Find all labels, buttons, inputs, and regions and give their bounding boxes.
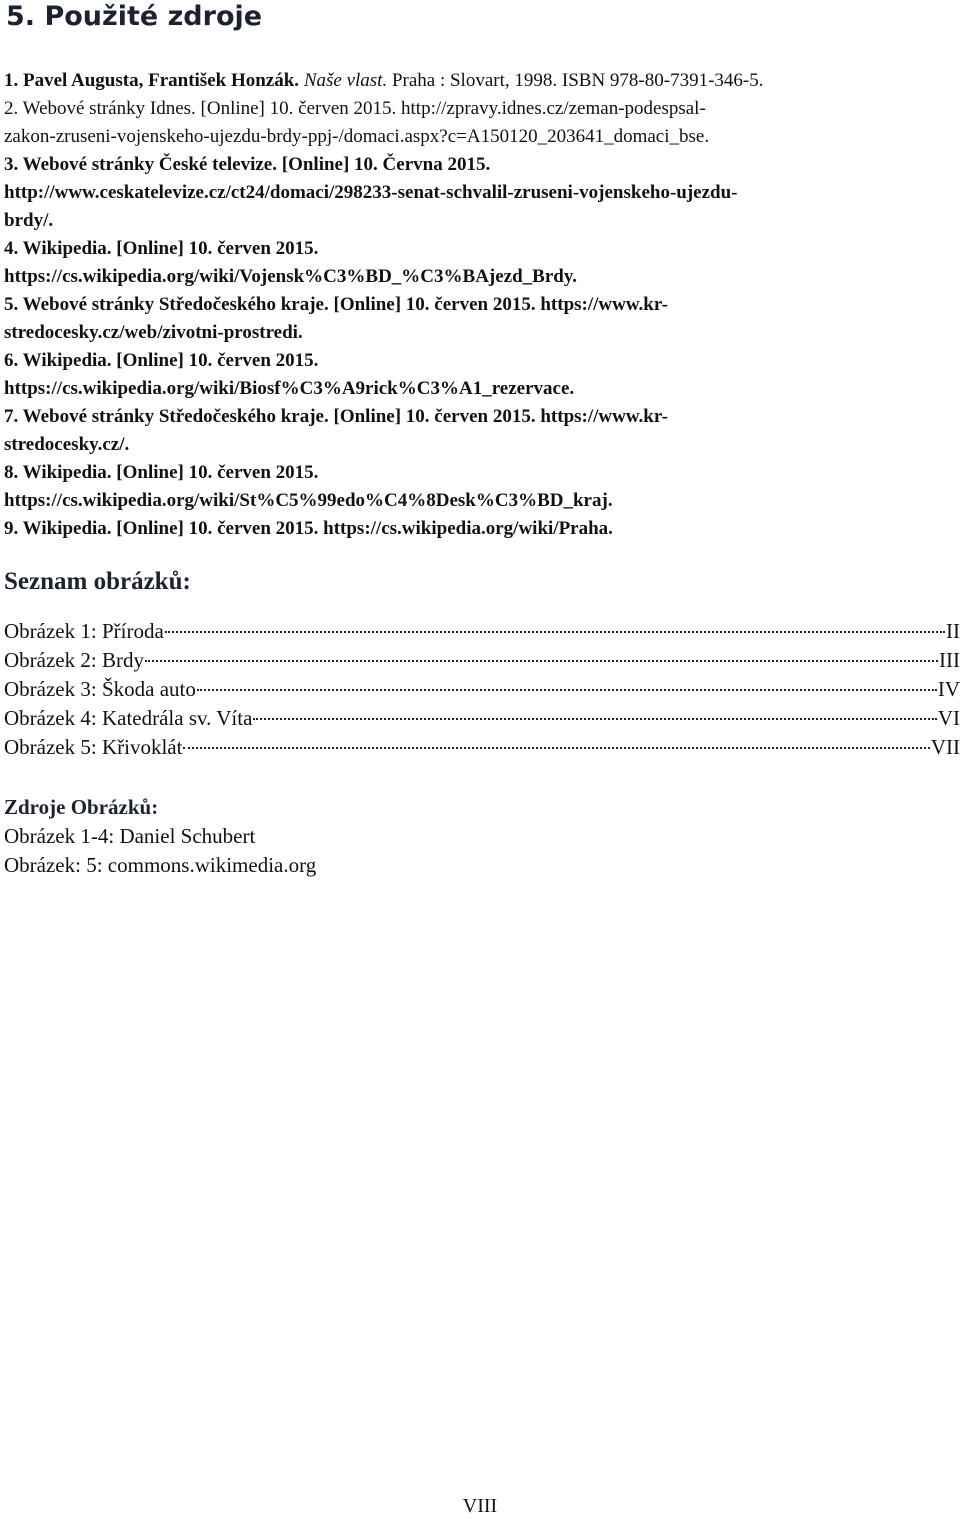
figure-source-line: Obrázek 1-4: Daniel Schubert [4,824,256,848]
figure-list-item-label: Obrázek 5: Křivoklát [4,735,183,759]
reference-1-title: Naše vlast. [303,70,388,91]
dot-leader [183,747,929,749]
dot-leader [197,689,937,691]
figure-list-item[interactable] [4,733,960,762]
dot-leader [253,718,936,720]
reference-2: 2. Webové stránky Idnes. [Online] 10. červen 2015. http://zpravy.idnes.cz/zeman-podespsal- zakon-zruseni-vojenskeho-ujezdu-brdy-ppj-/domaci.aspx?c=A150120_203641_domaci_bse. [4,98,710,147]
reference-5: 5. Webové stránky Středočeského kraje. [Online] 10. červen 2015. https://www.kr- stredocesky.cz/web/zivotni-prostredi. [4,294,668,343]
reference-3: 3. Webové stránky České televize. [Online] 10. Června 2015. http://www.ceskatelevize.cz/ct24/domaci/298233-senat-schvalil-zruseni-vojenskeho-ujezdu- brdy/. [4,154,738,231]
figure-list-item-page: VI [937,706,960,730]
reference-list [4,67,954,543]
figure-list [4,617,960,762]
dot-leader [145,660,938,662]
figure-list-item-label: Obrázek 2: Brdy [4,648,144,672]
figure-sources-heading: Zdroje Obrázků: [4,795,159,819]
reference-1-publisher: Praha : Slovart, 1998. ISBN 978-80-7391-346-5. [391,70,764,91]
figure-list-item-page: VII [930,735,960,759]
reference-9: 9. Wikipedia. [Online] 10. červen 2015. https://cs.wikipedia.org/wiki/Praha. [4,518,613,539]
figure-list-item-label: Obrázek 3: Škoda auto [4,677,196,701]
figure-sources [4,793,904,880]
reference-7: 7. Webové stránky Středočeského kraje. [Online] 10. červen 2015. https://www.kr- stredocesky.cz/. [4,406,668,455]
figure-list-item-page: III [939,648,960,672]
section-title: 5. Použité zdroje [6,1,263,32]
dot-leader [165,631,945,633]
figure-list-item[interactable] [4,675,960,704]
figure-list-item[interactable] [4,617,960,646]
page-number: VIII [462,1495,498,1517]
reference-8: 8. Wikipedia. [Online] 10. červen 2015. https://cs.wikipedia.org/wiki/St%C5%99edo%C4%8Desk%C3%BD_kraj. [4,462,613,511]
figure-list-item-page: II [946,619,960,643]
reference-6: 6. Wikipedia. [Online] 10. červen 2015. https://cs.wikipedia.org/wiki/Biosf%C3%A9rick%C3%A1_rezervace. [4,350,575,399]
reference-1 [4,67,954,95]
figure-list-item[interactable] [4,704,960,733]
figure-source-line: Obrázek: 5: commons.wikimedia.org [4,853,317,877]
figure-list-item-page: IV [937,677,960,701]
figure-list-heading: Seznam obrázků: [4,568,191,595]
figure-list-item-label: Obrázek 4: Katedrála sv. Víta [4,706,253,730]
figure-list-item-label: Obrázek 1: Příroda [4,619,164,643]
reference-1-author: 1. Pavel Augusta, František Honzák. [4,70,300,91]
reference-4: 4. Wikipedia. [Online] 10. červen 2015. https://cs.wikipedia.org/wiki/Vojensk%C3%BD_%C3%BAjezd_Brdy. [4,238,578,287]
figure-list-item[interactable] [4,646,960,675]
